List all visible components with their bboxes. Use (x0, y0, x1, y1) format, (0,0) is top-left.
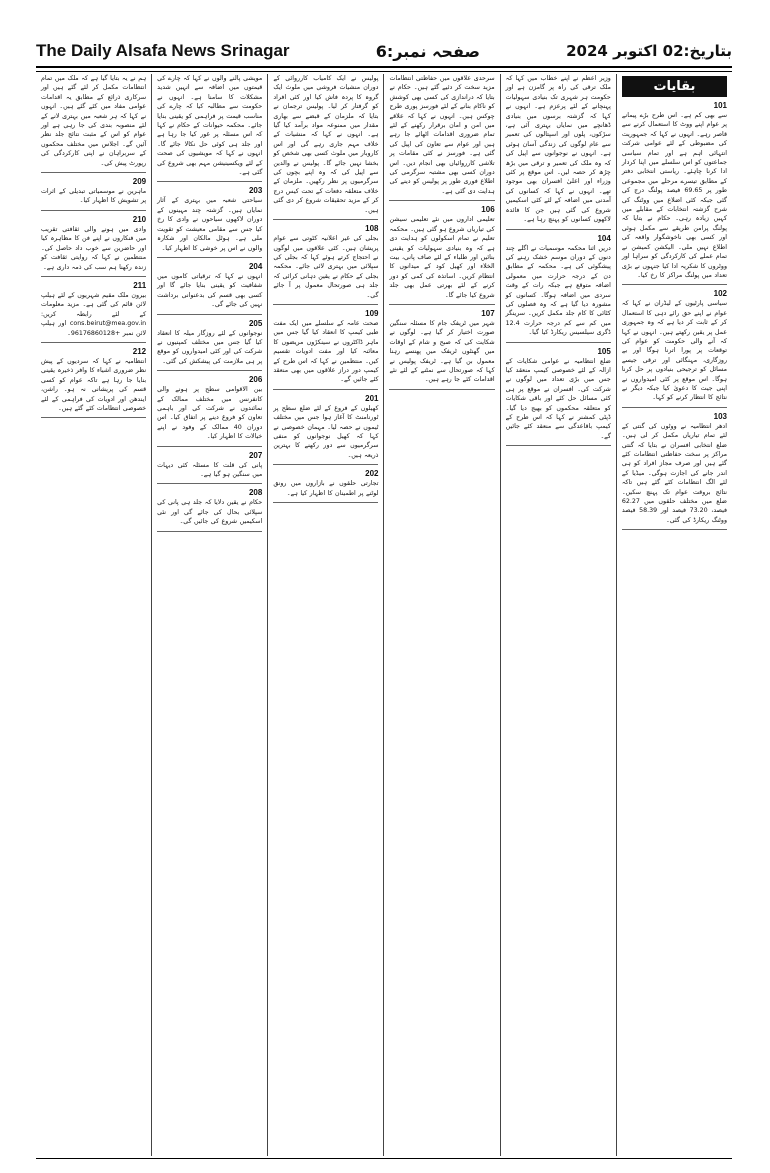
story-number-row (622, 101, 727, 110)
column-5 (151, 74, 267, 1156)
story-divider (506, 229, 611, 230)
story-number-row (157, 262, 262, 271)
story-text: تعلیمی اداروں میں نئے تعلیمی سیشن کی تیاریاں شروع ہو گئی ہیں۔ محکمہ تعلیم نے تمام اسکولوں کو ہدایت دی ہے کہ وہ بنیادی سہولیات کو یقینی بنائیں اور طلباء کے لئے صاف پانی، بیت الخلاء اور کھیل کود کے میدانوں کا انتظام کریں۔ اساتذہ کی کمی کو دور کرنے کے لئے بھرتی عمل بھی جلد شروع کیا جائے گا۔ (389, 216, 495, 299)
story-divider (622, 529, 727, 530)
story-text: وادی میں ہونے والی ثقافتی تقریب میں فنکاروں نے اپنے فن کا مظاہرہ کیا اور حاضرین سے خوب داد حاصل کی۔ منتظمین نے کہا کہ روایتی ثقافت کو زندہ رکھنا ہم سب کی ذمہ داری ہے۔ (40, 225, 147, 271)
story-number-row (622, 289, 727, 298)
story-number: 104 (597, 233, 611, 243)
story-number-row (506, 347, 611, 356)
story-divider (157, 531, 262, 532)
story-text: پولیس نے ایک کامیاب کارروائی کے دوران منشیات فروشی میں ملوث ایک گروہ کا پردہ فاش کیا اور کئی افراد کو گرفتار کر لیا۔ پولیس ترجمان نے بتایا کہ ملزمان کے قبضے سے بھاری مقدار میں ممنوعہ مواد برآمد کیا گیا ہے۔ انہوں نے کہا کہ منشیات کے خلاف مہم جاری رہے گی اور اس کاروبار میں ملوث کسی بھی شخص کو بخشا نہیں جائے گا۔ پولیس نے والدین سے اپیل کی کہ وہ اپنے بچوں کی سرگرمیوں پر نظر رکھیں۔ ملزمان کے خلاف متعلقہ دفعات کے تحت کیس درج کر کے مزید تحقیقات شروع کر دی گئی ہیں۔ (273, 75, 379, 214)
story-divider (273, 304, 378, 305)
story-number-row (506, 234, 611, 243)
story-text: نوجوانوں کے لئے روزگار میلہ کا انعقاد کیا گیا جس میں مختلف کمپنیوں نے شرکت کی اور کئی امیدواروں کو موقع پر ہی ملازمت کی پیشکش کی گئی۔ (157, 329, 263, 365)
column-3 (383, 74, 499, 1156)
story-divider (41, 342, 146, 343)
story-number: 206 (248, 375, 263, 385)
publication-name: The Daily Alsafa News Srinagar (36, 41, 290, 60)
story-number: 211 (133, 280, 147, 290)
story-text: حکام نے یقین دلایا کہ جلد ہی پانی کی سپلائی بحال کی جائے گی اور نئی اسکیمیں شروع کی جائیں گی۔ (157, 499, 263, 526)
story-text: سیاسی پارٹیوں کے لیڈران نے کہا کہ عوام نے اپنے حق رائے دہی کا استعمال کر کے ثابت کر دیا ہے کہ وہ جمہوری عمل پر یقین رکھتے ہیں۔ انہوں نے کہا کہ آنے والی حکومت کو عوام کی توقعات پر پورا اترنا ہوگا اور بے روزگاری، مہنگائی اور ترقی جیسے مسائل کو ترجیحی بنیادوں پر حل کرنا ہوگا۔ اس موقع پر کئی امیدواروں نے اپنی جیت کا دعویٰ کیا جبکہ دیگر نے نتائج کا انتظار کرنے کو کہا۔ (621, 300, 727, 402)
story-number-row (389, 205, 494, 214)
story-number: 209 (132, 177, 147, 187)
story-number: 210 (132, 214, 147, 224)
column-6 (36, 74, 151, 1156)
story-divider (273, 389, 378, 390)
story-divider (506, 342, 611, 343)
story-number-row (41, 347, 146, 356)
story-divider (157, 257, 262, 258)
column-2 (500, 74, 616, 1156)
story-number: 102 (713, 289, 727, 299)
bottom-rule (36, 1158, 732, 1159)
story-divider (389, 304, 494, 305)
story-number-row (622, 412, 727, 421)
page-number: صفحہ نمبر:6 (375, 41, 480, 61)
story-divider (41, 417, 146, 418)
story-number: 212 (132, 346, 147, 356)
story-divider (41, 172, 146, 173)
story-text: ضلع انتظامیہ نے عوامی شکایات کے ازالہ کے لئے خصوصی کیمپ منعقد کیا جس میں بڑی تعداد میں لوگوں نے شرکت کی۔ افسران نے موقع پر ہی کئی مسائل حل کئے اور باقی شکایات کو متعلقہ محکموں کو بھیج دیا گیا۔ ڈپٹی کمشنر نے کہا کہ اس طرح کے کیمپ باقاعدگی سے منعقد کئے جائیں گے۔ (505, 357, 611, 440)
story-text: تجارتی حلقوں نے بازاروں میں رونق لوٹنے پر اطمینان کا اظہار کیا ہے۔ (273, 480, 379, 497)
story-number: 106 (481, 205, 495, 215)
story-number-row (157, 488, 262, 497)
story-number: 108 (365, 224, 379, 234)
story-number-row (157, 375, 262, 384)
story-text: صحت عامہ کے سلسلے میں ایک مفت طبی کیمپ کا انعقاد کیا گیا جس میں ماہر ڈاکٹروں نے سینکڑوں مریضوں کا معائنہ کیا اور مفت ادویات تقسیم کیں۔ منتظمین نے کہا کہ اس طرح کے کیمپ دور دراز علاقوں میں بھی منعقد کئے جائیں گے۔ (273, 319, 379, 384)
issue-date: بتاریخ:02 اکتوبر 2024 (566, 42, 732, 60)
story-text: سیاحتی شعبہ میں بہتری کے آثار نمایاں ہیں۔ گزشتہ چند مہینوں کے دوران لاکھوں سیاحوں نے وادی کا رخ کیا جس سے مقامی معیشت کو تقویت ملی ہے۔ ہوٹل مالکان اور شکارہ والوں نے اس پر خوشی کا اظہار کیا۔ (157, 197, 263, 252)
story-text: بیرون ملک مقیم شہریوں کے لئے ہیلپ لائن قائم کی گئی ہے۔ مزید معلومات کے لئے رابطہ کریں: cons.beirut@mea.gov.in اور ہیلپ لائن نمبر +96176860128۔ (40, 291, 147, 337)
story-number: 103 (713, 411, 727, 421)
story-number: 201 (365, 393, 379, 403)
story-text: پانی کی قلت کا مسئلہ کئی دیہات میں سنگین ہو گیا ہے۔ (157, 461, 263, 478)
story-number-row (273, 394, 378, 403)
story-divider (273, 502, 378, 503)
story-number-row (389, 309, 494, 318)
story-divider (41, 210, 146, 211)
story-text: ادھر انتظامیہ نے ووٹوں کی گنتی کے لئے تمام تیاریاں مکمل کر لی ہیں۔ ضلع انتخابی افسران نے بتایا کہ گنتی مراکز پر سخت حفاظتی انتظامات کئے گئے ہیں اور صرف مجاز افراد کو ہی اندر جانے کی اجازت ہوگی۔ میڈیا کے لئے الگ انتظامات کئے گئے ہیں تاکہ نتائج بروقت عوام تک پہنچ سکیں۔ ضلع میں مختلف حلقوں میں 62.27 فیصد، 73.20 فیصد اور 58.39 فیصد ووٹنگ ریکارڈ کی گئی۔ (621, 422, 728, 524)
story-divider (157, 370, 262, 371)
story-text: انہوں نے کہا کہ ترقیاتی کاموں میں شفافیت کو یقینی بنایا جائے گا اور کسی بھی قسم کی بدعنوانی برداشت نہیں کی جائے گی۔ (157, 272, 263, 309)
story-divider (622, 407, 727, 408)
story-number-row (41, 177, 146, 186)
story-number-row (157, 186, 262, 195)
story-text: ہم نے یہ بتایا گیا ہے کہ ملک میں تمام انتظامات مکمل کر لئے گئے ہیں اور سرکاری ذرائع کے مطابق یہ اقدامات عوامی مفاد میں کئے گئے ہیں۔ انہوں نے کہا کہ ہر شعبہ میں بہتری لانے کے لئے منصوبہ بندی کی جا رہی ہے اور عوام کو اس کے مثبت نتائج جلد نظر آئیں گے۔ اجلاس میں مختلف محکموں کے سربراہان نے اپنی کارکردگی کی رپورٹ پیش کی۔ (40, 75, 147, 167)
story-text: بین الاقوامی سطح پر ہونے والی کانفرنس میں مختلف ممالک کے نمائندوں نے شرکت کی اور باہمی تعاون کو فروغ دینے پر اتفاق کیا۔ اس دوران 40 ممالک کے وفود نے اپنے خیالات کا اظہار کیا۔ (157, 386, 263, 441)
story-divider (622, 284, 727, 285)
story-number: 101 (713, 101, 727, 110)
story-number-row (41, 281, 146, 290)
story-text: انتظامیہ نے کہا کہ سردیوں کے پیش نظر ضروری اشیاء کا وافر ذخیرہ یقینی بنایا جا رہا ہے تاکہ عوام کو کسی قسم کی پریشانی نہ ہو۔ راشن، ایندھن اور ادویات کی فراہمی کے لئے خصوصی انتظامات کئے گئے ہیں۔ (40, 357, 147, 412)
story-text: سے بھی کم ہے۔ اس طرح بڑے پیمانے پر عوام اپنے ووٹ کا استعمال کرنے سے قاصر رہے۔ انہوں نے کہا کہ جمہوریت کی مضبوطی کے لئے عوامی شرکت انتہائی اہم ہے اور تمام سیاسی جماعتوں کو اس سلسلے میں اپنا کردار ادا کرنا چاہئے۔ ریاستی انتخابی دفتر کے مطابق تیسرے مرحلے میں مجموعی طور پر 69.65 فیصد پولنگ درج کی گئی جبکہ کئی اضلاع میں ووٹنگ کی شرح گزشتہ انتخابات کے مقابلے میں کہیں زیادہ رہی۔ حکام نے بتایا کہ پولنگ پرامن طریقے سے مکمل ہوئی اور کسی بھی ناخوشگوار واقعہ کی اطلاع نہیں ملی۔ الیکشن کمیشن نے تمام عملے کی کارکردگی کو سراہا اور ووٹروں کا شکریہ ادا کیا جنہوں نے بڑی تعداد میں پولنگ مراکز کا رخ کیا۔ (621, 112, 727, 279)
story-divider (157, 483, 262, 484)
newspaper-columns (36, 74, 732, 1156)
story-number-row (157, 319, 262, 328)
story-number: 109 (365, 308, 379, 318)
masthead-rule (36, 71, 732, 72)
story-divider (389, 389, 494, 390)
story-text: وزیر اعظم نے اپنے خطاب میں کہا کہ ملک ترقی کی راہ پر گامزن ہے اور حکومت ہر شہری تک بنیادی سہولیات پہنچانے کے لئے پرعزم ہے۔ انہوں نے کہا کہ گزشتہ برسوں میں بنیادی ڈھانچے میں نمایاں بہتری آئی ہے، سڑکوں، پلوں اور اسپتالوں کی تعمیر سے عام لوگوں کی زندگی آسان ہوئی ہے۔ انہوں نے نوجوانوں سے اپیل کی کہ وہ ملک کی تعمیر و ترقی میں بڑھ چڑھ کر حصہ لیں۔ اس موقع پر کئی وزراء اور اعلیٰ افسران بھی موجود تھے۔ انہوں نے کہا کہ کسانوں کی آمدنی میں اضافہ کے لئے کئی اسکیمیں شروع کی گئی ہیں جن کا فائدہ لاکھوں کسانوں کو پہنچ رہا ہے۔ (505, 75, 611, 224)
column-4 (267, 74, 383, 1156)
story-number-row (41, 215, 146, 224)
story-text: بجلی کی غیر اعلانیہ کٹوتی سے عوام پریشان ہیں۔ کئی علاقوں میں لوگوں نے احتجاج کرتے ہوئے کہا کہ بجلی کی سپلائی میں بہتری لائی جائے۔ محکمہ بجلی کے حکام نے یقین دہانی کرائی کہ جلد ہی صورتحال معمول پر آ جائے گی۔ (273, 235, 379, 299)
story-text: کھیلوں کے فروغ کے لئے ضلع سطح پر ٹورنامنٹ کا آغاز ہوا جس میں مختلف ٹیموں نے حصہ لیا۔ مہمان خصوصی نے کہا کہ کھیل نوجوانوں کو منفی سرگرمیوں سے دور رکھنے کا بہترین ذریعہ ہیں۔ (273, 404, 379, 459)
story-number: 105 (597, 346, 611, 356)
story-number-row (273, 309, 378, 318)
story-number: 208 (248, 488, 263, 498)
story-divider (157, 446, 262, 447)
story-divider (506, 445, 611, 446)
story-number: 107 (481, 308, 495, 318)
story-text: شہر میں ٹریفک جام کا مسئلہ سنگین صورت اختیار کر گیا ہے۔ لوگوں نے شکایت کی کہ صبح و شام کے اوقات میں گھنٹوں ٹریفک میں پھنسے رہنا معمول بن گیا ہے۔ ٹریفک پولیس نے کہا کہ صورتحال سے نمٹنے کے لئے نئے اقدامات کئے جا رہے ہیں۔ (389, 319, 495, 384)
story-text: دریں اثنا محکمہ موسمیات نے اگلے چند دنوں کے دوران موسم خشک رہنے کی پیشگوئی کی ہے۔ محکمہ کے مطابق دن کے درجہ حرارت میں معمولی اضافہ متوقع ہے جبکہ رات کے وقت سردی میں اضافہ ہوگا۔ کسانوں کو مشورہ دیا گیا ہے کہ وہ فصلوں کی کٹائی کا کام جلد مکمل کریں۔ سرینگر میں کم سے کم درجہ حرارت 12.4 ڈگری سیلسیس ریکارڈ کیا گیا۔ (505, 244, 611, 337)
story-divider (273, 219, 378, 220)
story-number: 205 (248, 318, 263, 328)
story-number: 202 (365, 469, 379, 479)
story-divider (273, 464, 378, 465)
section-title: بقایات (622, 76, 727, 97)
story-text: سرحدی علاقوں میں حفاظتی انتظامات مزید سخت کر دئیے گئے ہیں۔ حکام نے بتایا کہ دراندازی کی کسی بھی کوشش کو ناکام بنانے کے لئے فورسز پوری طرح چوکس ہیں۔ انہوں نے کہا کہ علاقے میں امن و امان برقرار رکھنے کے لئے تمام ضروری اقدامات اٹھائے جا رہے ہیں اور عوام سے تعاون کی اپیل کی گئی ہے۔ فورسز نے کئی مقامات پر تلاشی کارروائیاں بھی انجام دیں۔ اس دوران کسی بھی مشتبہ سرگرمی کی اطلاع فوری طور پر پولیس کو دینے کی ہدایت دی گئی ہے۔ (389, 75, 495, 195)
story-divider (157, 181, 262, 182)
story-number: 203 (248, 186, 263, 196)
story-divider (41, 276, 146, 277)
story-number-row (273, 224, 378, 233)
story-number-row (157, 451, 262, 460)
masthead (36, 36, 732, 68)
column-1 (616, 74, 732, 1156)
story-text: مویشی پالنے والوں نے کہا کہ چارے کی قیمتوں میں اضافہ سے انہیں شدید مشکلات کا سامنا ہے۔ انہوں نے حکومت سے مطالبہ کیا کہ چارے کی مناسب قیمت پر فراہمی کو یقینی بنایا جائے۔ محکمہ حیوانات کے حکام نے کہا کہ اس مسئلہ پر غور کیا جا رہا ہے اور جلد ہی کوئی حل نکالا جائے گا۔ انہوں نے کہا کہ مویشیوں کی صحت کے لئے ویکسینیشن مہم بھی شروع کی گئی ہے۔ (157, 75, 263, 177)
story-divider (157, 314, 262, 315)
story-divider (389, 200, 494, 201)
story-number: 207 (248, 450, 263, 460)
story-text: ماہرین نے موسمیاتی تبدیلی کے اثرات پر تشویش کا اظہار کیا۔ (40, 188, 147, 205)
story-number-row (273, 469, 378, 478)
story-number: 204 (248, 261, 263, 271)
